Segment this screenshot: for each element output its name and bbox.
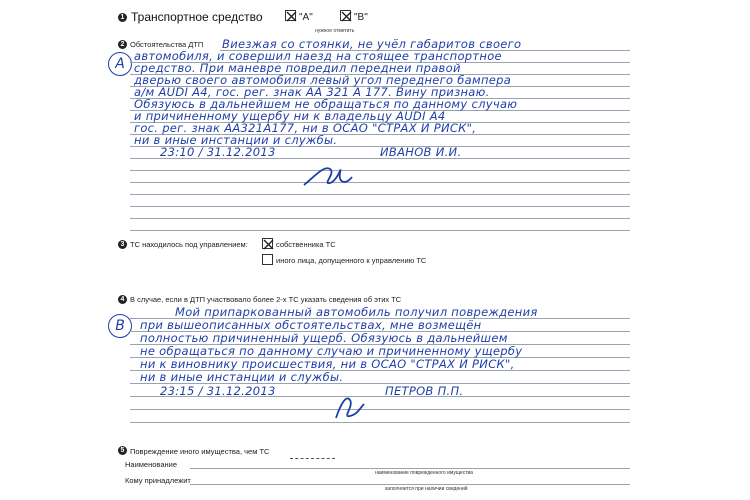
section-2-number: 2	[118, 40, 127, 49]
line-rule	[130, 194, 630, 195]
circumstances-line: Обязуюсь в дальнейшем не обращаться по данному случаю	[134, 97, 518, 111]
property-name-hint: наименование поврежденного имущества	[375, 470, 473, 476]
vehicle-b-label: "B"	[354, 12, 368, 23]
circumstances-line: гос. рег. знак АА321А177, ни в ОСАО "СТРАХ И РИСК",	[134, 121, 477, 135]
section-4-number: 4	[118, 295, 127, 304]
line-rule	[130, 230, 630, 231]
line-rule	[130, 409, 630, 410]
other-vehicle-line: Мой припаркованный автомобиль получил повреждения	[175, 305, 538, 319]
circumstances-line: средство. При маневре повредил переднеи правой	[134, 61, 461, 75]
section-1-hint: нужное отметить	[315, 28, 355, 34]
property-owner-hint: заполняется при наличии сведений	[385, 486, 468, 492]
circumstances-line: дверью своего автомобиля левый угол переднего бампера	[134, 73, 512, 87]
other-driver-checkbox[interactable]	[262, 254, 273, 265]
section-3-label: ТС находилось под управлением:	[130, 240, 248, 249]
line-rule	[130, 422, 630, 423]
section-1-title: Транспортное средство	[131, 10, 263, 24]
vehicle-a-checkbox[interactable]	[285, 10, 296, 21]
datetime-a: 23:10 / 31.12.2013	[160, 145, 276, 159]
circumstances-line: Виезжая со стоянки, не учёл габаритов своего	[222, 37, 522, 51]
party-b-marker: B	[108, 314, 132, 338]
signer-b: ПЕТРОВ П.П.	[385, 384, 464, 398]
signer-a: ИВАНОВ И.И.	[380, 145, 462, 159]
owner-option-label: собственника ТС	[276, 240, 336, 249]
property-owner-label: Кому принадлежит	[125, 476, 191, 485]
other-driver-option-label: иного лица, допущенного к управлению ТС	[276, 256, 427, 265]
line-rule	[130, 206, 630, 207]
check-mark-icon	[286, 11, 297, 22]
signature-a-icon	[300, 155, 360, 195]
line-rule	[130, 218, 630, 219]
section-2-label: Обстоятельства ДТП	[130, 40, 204, 49]
signature-b-icon	[330, 388, 370, 428]
other-vehicle-line: при вышеописанных обстоятельствах, мне возмещён	[140, 318, 482, 332]
property-name-label: Наименование	[125, 460, 177, 469]
circumstances-line: и причиненному ущербу ни к владельцу AUDI A4	[134, 109, 446, 123]
other-vehicle-line: не обращаться по данному случаю и причиненному ущербу	[140, 344, 523, 358]
section-3-number: 3	[118, 240, 127, 249]
section-4-label: В случае, если в ДТП участвовало более 2-х ТС указать сведения об этих ТС	[130, 295, 402, 304]
check-mark-icon	[263, 239, 274, 250]
circumstances-line: ни в иные инстанции и службы.	[134, 133, 338, 147]
other-vehicle-line: ни в иные инстанции и службы.	[140, 370, 344, 384]
check-mark-icon	[341, 11, 352, 22]
property-owner-field[interactable]	[190, 484, 630, 485]
line-rule	[130, 182, 630, 183]
datetime-b: 23:15 / 31.12.2013	[160, 384, 276, 398]
property-name-field[interactable]	[190, 468, 630, 469]
circumstances-line: автомобиля, и совершил наезд на стоящее транспортное	[134, 49, 502, 63]
vehicle-a-label: "A"	[299, 12, 313, 23]
handwritten-dash	[290, 458, 335, 459]
vehicle-b-checkbox[interactable]	[340, 10, 351, 21]
other-vehicle-line: полностью причиненный ущерб. Обязуюсь в дальнейшем	[140, 331, 508, 345]
party-a-marker: A	[108, 52, 132, 76]
other-vehicle-line: ни к виновнику происшествия, ни в ОСАО "СТРАХ И РИСК",	[140, 357, 515, 371]
circumstances-line: а/м AUDI A4, гос. рег. знак АА 321 А 177. Вину признаю.	[134, 85, 490, 99]
section-5-number: 5	[118, 446, 127, 455]
line-rule	[130, 170, 630, 171]
owner-checkbox[interactable]	[262, 238, 273, 249]
section-5-title: Повреждение иного имущества, чем ТС	[130, 447, 270, 456]
section-1-number: 1	[118, 13, 127, 22]
